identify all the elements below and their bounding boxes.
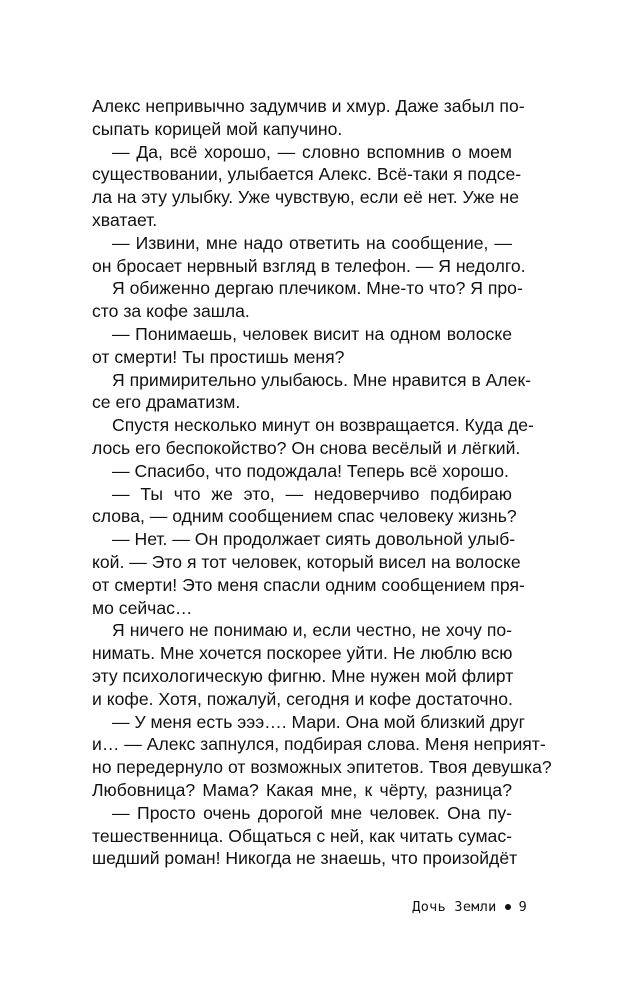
text-line: — Ты что же это, — недоверчиво подбираю (112, 483, 512, 504)
text-line: — Извини, мне надо ответить на сообщение, — (112, 232, 512, 253)
running-footer (412, 897, 527, 917)
text-line: — Спасибо, что подождала! Теперь всё хорошо. (112, 460, 509, 481)
text-line: — Да, всё хорошо, — словно вспомнив о моем (112, 141, 512, 162)
text-line: лось его беспокойство? Он снова весёлый и лёгкий. (92, 437, 521, 458)
text-line: он бросает нервный взгляд в телефон. — Я недолго. (92, 255, 526, 276)
text-line: слова, — одним сообщением спас человеку жизнь? (92, 506, 517, 527)
body-text (92, 95, 552, 870)
text-line: но передернуло от возможных эпитетов. Твоя девушка? (92, 757, 552, 778)
text-line: мо сейчас… (92, 597, 193, 618)
text-line: кой. — Это я тот человек, который висел на волоске (92, 551, 521, 572)
text-line: Я примирительно улыбаюсь. Мне нравится в Алек- (112, 369, 532, 390)
text-line: хватает. (92, 209, 158, 230)
text-line: Алекс непривычно задумчив и хмур. Даже забыл по- (92, 96, 525, 116)
text-line: и кофе. Хотя, пожалуй, сегодня и кофе достаточно. (92, 688, 513, 709)
text-line: тешественница. Общаться с ней, как читать сумас- (92, 825, 512, 846)
text-line: — Нет. — Он продолжает сиять довольной улыб- (112, 529, 516, 550)
text-line: от смерти! Это меня спасли одним сообщением пря- (92, 574, 525, 595)
text-line: — Просто очень дорогой мне человек. Она пу- (112, 802, 512, 823)
text-line: и… — Алекс запнулся, подбирая слова. Меня неприят- (92, 734, 546, 755)
text-line: шедший роман! Никогда не знаешь, что произойдёт (92, 848, 518, 869)
text-line: Я ничего не понимаю и, если честно, не хочу по- (112, 620, 512, 641)
bullet-separator-icon (505, 904, 511, 910)
text-line: се его драматизм. (92, 392, 241, 413)
text-line: сто за кофе зашла. (92, 301, 250, 322)
text-line: — У меня есть эээ…. Мари. Она мой близкий друг (112, 711, 526, 732)
text-line: Спустя несколько минут он возвращается. Куда де- (112, 415, 534, 436)
text-line: существовании, улыбается Алекс. Всё-таки я подсе- (92, 164, 522, 185)
text-line: эту психологическую фигню. Мне нужен мой флирт (92, 665, 514, 686)
text-line: Я обиженно дергаю плечиком. Мне-то что? Я про- (112, 278, 523, 299)
text-line: — Понимаешь, человек висит на одном волоске (112, 323, 512, 344)
book-title: Дочь Земли (412, 899, 497, 915)
text-line: Любовница? Мама? Какая мне, к чёрту, разница? (92, 779, 512, 800)
text-line: от смерти! Ты простишь меня? (92, 346, 345, 367)
page-number: 9 (518, 899, 527, 915)
text-line: ла на эту улыбку. Уже чувствую, если её нет. Уже не (92, 187, 520, 208)
text-line: сыпать корицей мой капучино. (92, 118, 343, 139)
text-line: нимать. Мне хочется поскорее уйти. Не люблю всю (92, 643, 513, 664)
